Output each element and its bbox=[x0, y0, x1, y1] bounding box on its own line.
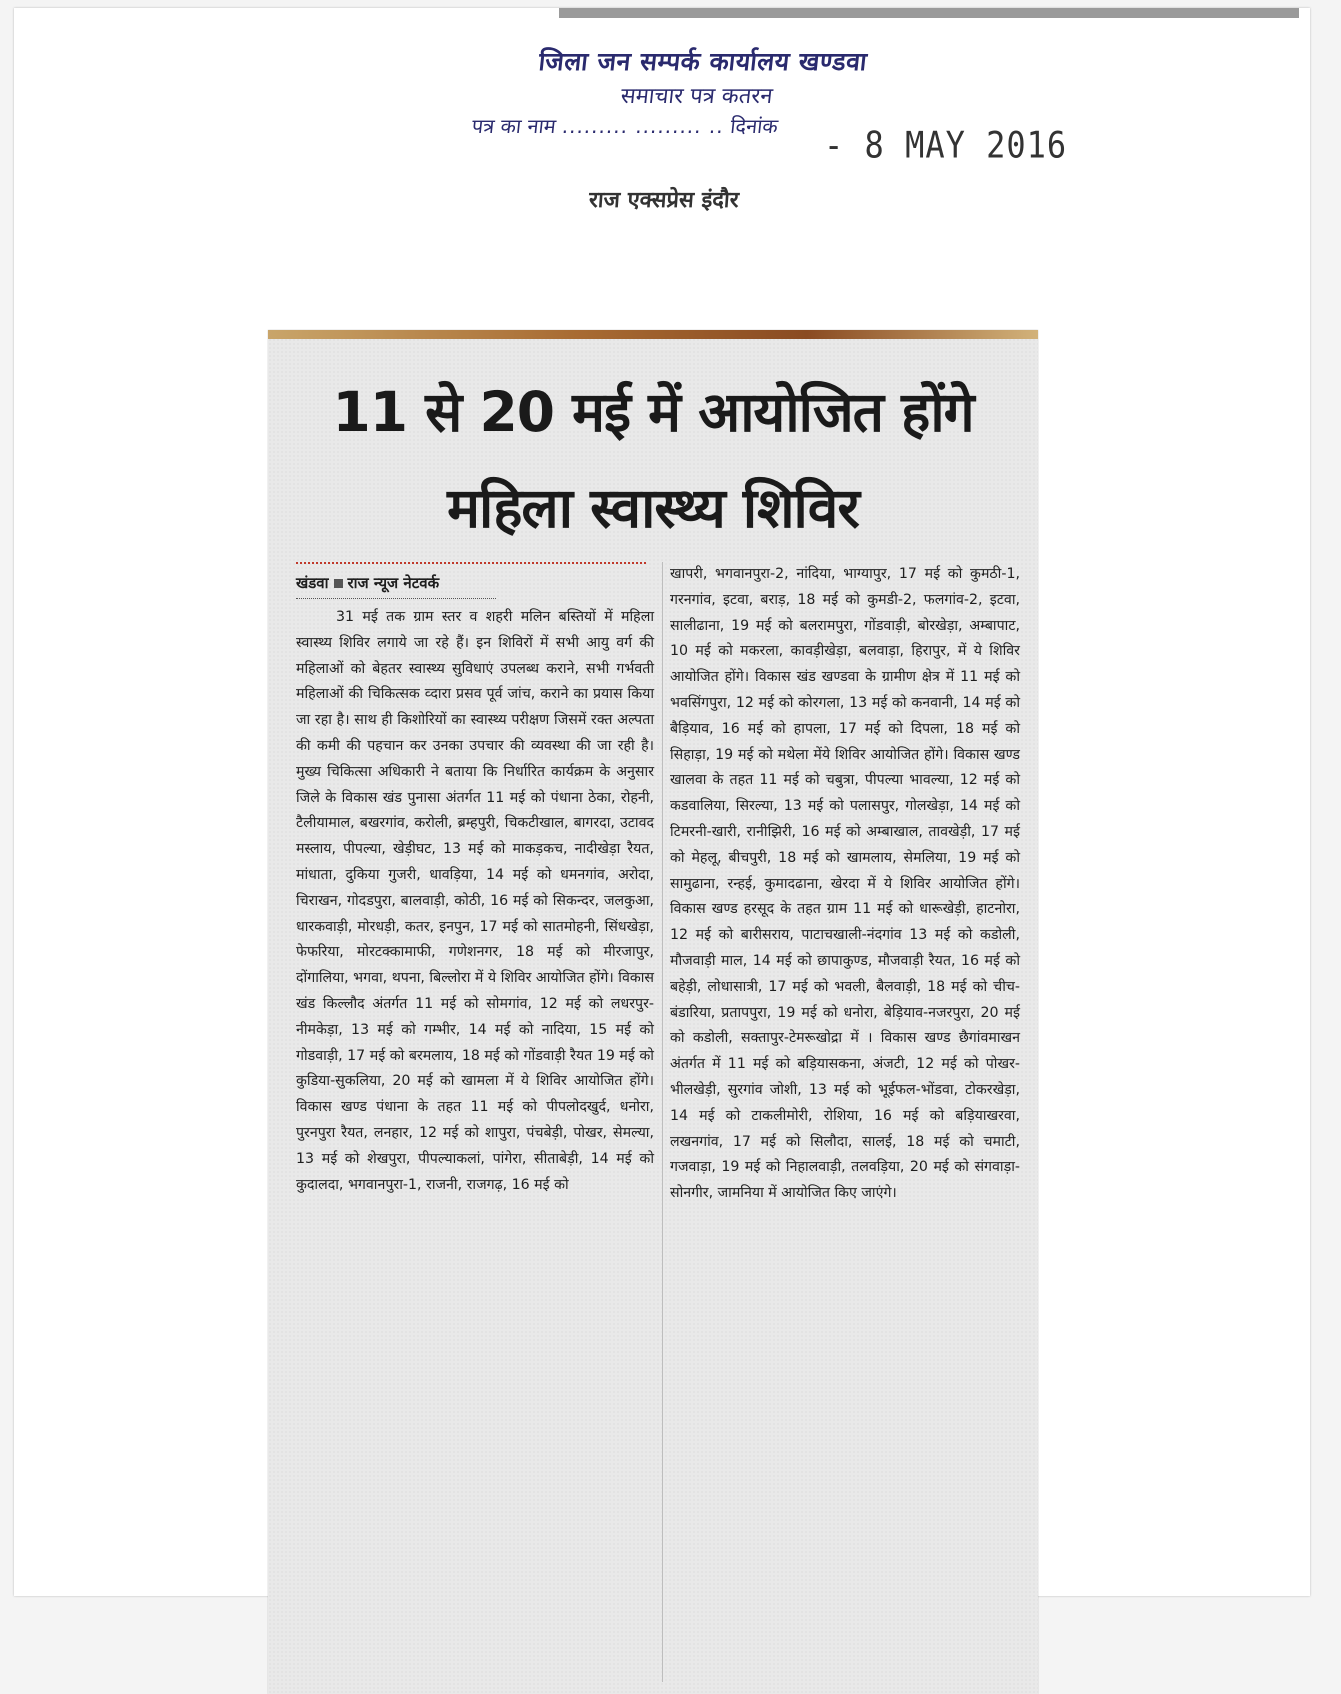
headline-line-2: महिला स्वास्थ्य शिविर bbox=[447, 476, 859, 540]
name-dots: ......... ......... .. bbox=[560, 114, 726, 138]
date-label: दिनांक bbox=[729, 114, 780, 138]
article-column-left bbox=[296, 562, 654, 1198]
article-column-right bbox=[670, 562, 1020, 1207]
newspaper-name-stamp: राज एक्सप्रेस इंदौर bbox=[588, 188, 740, 213]
square-bullet-icon bbox=[334, 579, 343, 588]
dateline-agency: राज न्यूज नेटवर्क bbox=[347, 574, 440, 592]
scan-top-edge bbox=[559, 8, 1299, 18]
article-headline bbox=[268, 375, 1038, 545]
date-stamp: - 8 MAY 2016 bbox=[824, 123, 1068, 167]
office-stamp-title: जिला जन सम्पर्क कार्यालय खण्डवा bbox=[537, 47, 869, 76]
article-body-right: खापरी, भगवानपुरा-2, नांदिया, भाग्यापुर, 17 मई को कुमठी-1, गरनगांव, इटवा, बराड़, 18 मई को कुमडी-2, फलगांव-2, इटवा, सालीढाना, 19 मई को बलरामपुरा, गोंडवाड़ी, बोरखेड़ा, अम्बापाट, 10 मई को मकरला, कावड़ीखेड़ा, बलवाड़ा, हिरापुर, में ये शिविर आयोजित होंगे। विकास खंड खण्डवा के ग्रामीण क्षेत्र में 11 मई को भवसिंगपुरा, 12 मई को कोरगला, 13 मई को कनवानी, 14 मई को बैड़ियाव, 16 मई को हापला, 17 मई को दिपला, 18 मई को सिहाड़ा, 19 मई को मथेला मेंये शिविर आयोजित होंगे। विकास खण्ड खालवा के तहत 11 मई को चबुत्रा, पीपल्या भावल्या, 12 मई को कडवालिया, सिरल्या, 13 मई को पलासपुर, गोलखेड़ा, 14 मई को टिमरनी-खारी, रानीझिरी, 16 मई को अम्बाखाल, तावखेड़ी, 17 मई को मेहलू, बीचपुरी, 18 मई को खामलाय, सेमलिया, 19 मई को सामुढाना, रन्हई, कुमादढाना, खेरदा में ये शिविर आयोजित होंगे। विकास खण्ड हरसूद के तहत ग्राम 11 मई को धारूखेड़ी, हाटनोरा, 12 मई को बारीसराय, पाटाचखाली-नंदगांव 13 मई को कडोली, मौजवाड़ी माल, 14 मई को छापाकुण्ड, मौजवाड़ी रैयत, 16 मई को बहेड़ी, लोधासात्री, 17 मई को भवली, बैलवाड़ी, 18 मई को चीच-बंडारिया, प्रतापपुरा, 19 मई को धनोरा, बेड़ियाव-नजरपुरा, 20 मई को कडोली, सक्तापुर-टेमरूखोद्रा में । विकास खण्ड छैगांवमाखन अंतर्गत में 11 मई को बड़ियासकना, अंजटी, 12 मई को पोखर-भीलखेड़ी, सुरगांव जोशी, 13 मई को भूईफल-भोंडवा, टोकरखेड़ा, 14 मई को टाकलीमोरी, रोशिया, 16 मई को बड़ियाखरवा, लखनगांव, 17 मई को सिलौदा, सालई, 18 मई को चमाटी, गजवाड़ा, 19 मई को निहालवाड़ी, तलवड़िया, 20 मई को संगवाड़ा-सोनगीर, जामनिया में आयोजित किए जाएंगे। bbox=[670, 566, 1020, 1202]
headline-line-1: 11 से 20 मई में आयोजित होंगे bbox=[332, 380, 974, 444]
column-divider bbox=[662, 562, 663, 1682]
newspaper-clipping bbox=[268, 330, 1038, 1694]
dateline bbox=[296, 572, 654, 594]
name-label: पत्र का नाम bbox=[470, 114, 558, 138]
office-stamp-subtitle: समाचार पत्र कतरन bbox=[619, 84, 774, 109]
dotted-rule bbox=[296, 562, 646, 564]
dateline-rule bbox=[296, 598, 496, 599]
article-body-left: 31 मई तक ग्राम स्तर व शहरी मलिन बस्तियों में महिला स्वास्थ्य शिविर लगाये जा रहे हैं। इन शिविरों में सभी आयु वर्ग की महिलाओं को बेहतर स्वास्थ्य सुविधाएं उपलब्ध कराने, सभी गर्भवती महिलाओं की चिकित्सक व्दारा प्रसव पूर्व जांच, कराने का प्रयास किया जा रहा है। साथ ही किशोरियों का स्वास्थ्य परीक्षण जिसमें रक्त अल्पता की कमी की पहचान कर उनका उपचार की व्यवस्था की जा रही है। मुख्य चिकित्सा अधिकारी ने बताया कि निर्धारित कार्यक्रम के अनुसार जिले के विकास खंड पुनासा अंतर्गत 11 मई को पंधाना ठेका, रोहनी, टैलीयामाल, बखरगांव, करोली, ब्रम्हपुरी, चिकटीखाल, बागरदा, उटावद मस्लाय, पीपल्या, खेड़ीघट, 13 मई को माकड़कच, नादीखेड़ा रैयत, मांधाता, दुकिया गुजरी, धावड़िया, 14 मई को धमनगांव, अरोदा, चिराखन, गोदडपुरा, बालवाड़ी, कोठी, 16 मई को सिकन्दर, जलकुआ, धारकवाड़ी, मोरधड़ी, कतर, इनपुन, 17 मई को सातमोहनी, सिंधखेड़ा, फेफरिया, मोरटक्कामाफी, गणेशनगर, 18 मई को मीरजापुर, दोंगालिया, भगवा, थपना, बिल्लोरा में ये शिविर आयोजित होंगे। विकास खंड किल्लौद अंतर्गत 11 मई को सोमगांव, 12 मई को लधरपुर-नीमकेड़ा, 13 मई को गम्भीर, 14 मई को नादिया, 15 मई को गोडवाड़ी, 17 मई को बरमलाय, 18 मई को गोंडवाड़ी रैयत 19 मई को कुडिया-सुकलिया, 20 मई को खामला में ये शिविर आयोजित होंगे। विकास खण्ड पंधाना के तहत 11 मई को पीपलोदखुर्द, धनोरा, पुरनपुरा रैयत, लनहार, 12 मई को शापुरा, पंचबेड़ी, पोखर, सेमल्या, 13 मई को शेखपुरा, पीपल्याकलां, पांगेरा, सीताबेड़ी, 14 मई को कुदालदा, भगवानपुरा-1, राजनी, राजगढ़, 16 मई को bbox=[296, 609, 654, 1193]
newspaper-name-field bbox=[471, 112, 780, 139]
clipping-color-edge bbox=[268, 330, 1038, 339]
dateline-place: खंडवा bbox=[296, 574, 329, 592]
